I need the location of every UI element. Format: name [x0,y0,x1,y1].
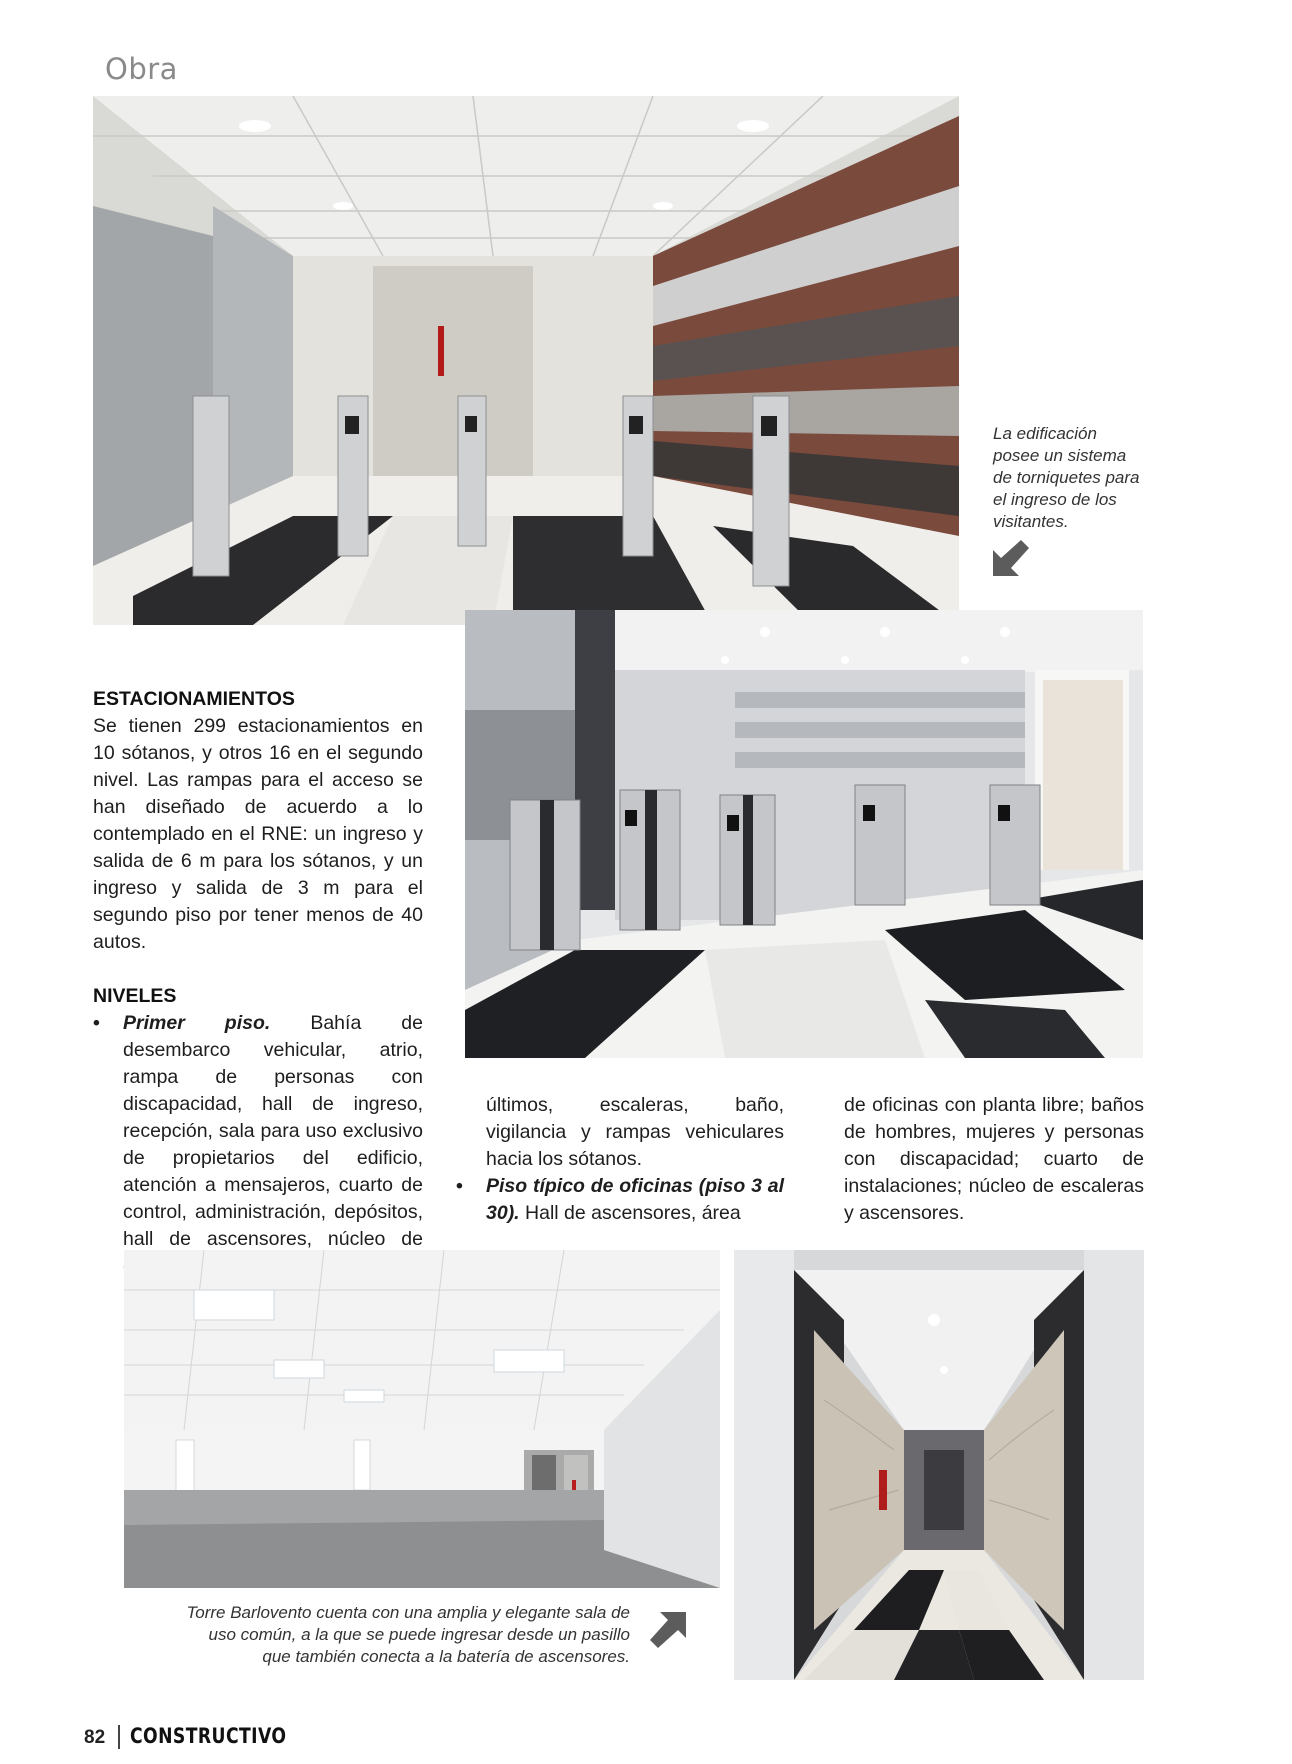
bullet-typical-floor [456,1173,784,1227]
bullet-first-floor [93,1010,423,1280]
typical-floor-text: Hall de ascensores, área [519,1202,741,1224]
arrow-up-right-icon [650,1612,686,1648]
parking-heading: ESTACIONAMIENTOS [93,688,295,710]
arrow-down-left-icon [993,540,1029,576]
levels-heading: NIVELES [93,985,177,1007]
page-number: 82 [84,1727,106,1748]
office-floor-photo [124,1250,720,1588]
bullet-dot: • [456,1175,463,1197]
first-floor-text: Bahía de desembarco vehicular, atrio, rampa de personas con discapacidad, hall de ingreso, recepción, sala para uso exclusivo de propietarios del edificio, atención a mensajeros, cuarto de control, administración, depósitos, hall de ascensores, núcleo de [123,1012,423,1250]
section-label: Obra [105,52,178,86]
bottom-caption: Torre Barlovento cuenta con una amplia y elegante sala de uso común, a la que se puede ingresar desde un pasillo que también conecta a la batería de ascensores. [186,1603,630,1666]
corridor-photo [734,1250,1144,1680]
middle-column [456,1092,784,1227]
magazine-brand: CONSTRUCTIVO [130,1724,287,1748]
col2-paragraph: últimos, escaleras, baño, vigilancia y rampas vehiculares hacia los sótanos. [486,1094,784,1170]
turnstiles-photo [465,610,1143,1058]
footer-divider [118,1725,120,1749]
parking-paragraph: Se tienen 299 estacionamientos en 10 sótanos, y otros 16 en el segundo nivel. Las rampas para el acceso se han diseñado de acuerdo a lo contemplado en el RNE: un ingreso y salida de 6 m para los sótanos, y un ingreso y salida de 3 m para el segundo piso por tener menos de 40 autos. [93,715,423,953]
col3-paragraph: de oficinas con planta libre; baños de hombres, mujeres y personas con discapacidad; cuarto de instalaciones; núcleo de escaleras y ascensores. [844,1094,1144,1224]
left-column [93,686,423,1280]
first-floor-label: Primer piso. [123,1012,271,1034]
typical-floor-label: Piso típico de oficinas (piso 3 al 30). [486,1175,784,1224]
lobby-turnstiles-photo [93,96,959,625]
bullet-dot: • [93,1012,100,1034]
top-caption: La edificación posee un sistema de torniquetes para el ingreso de los visitantes. [993,424,1140,531]
right-column [844,1092,1144,1227]
